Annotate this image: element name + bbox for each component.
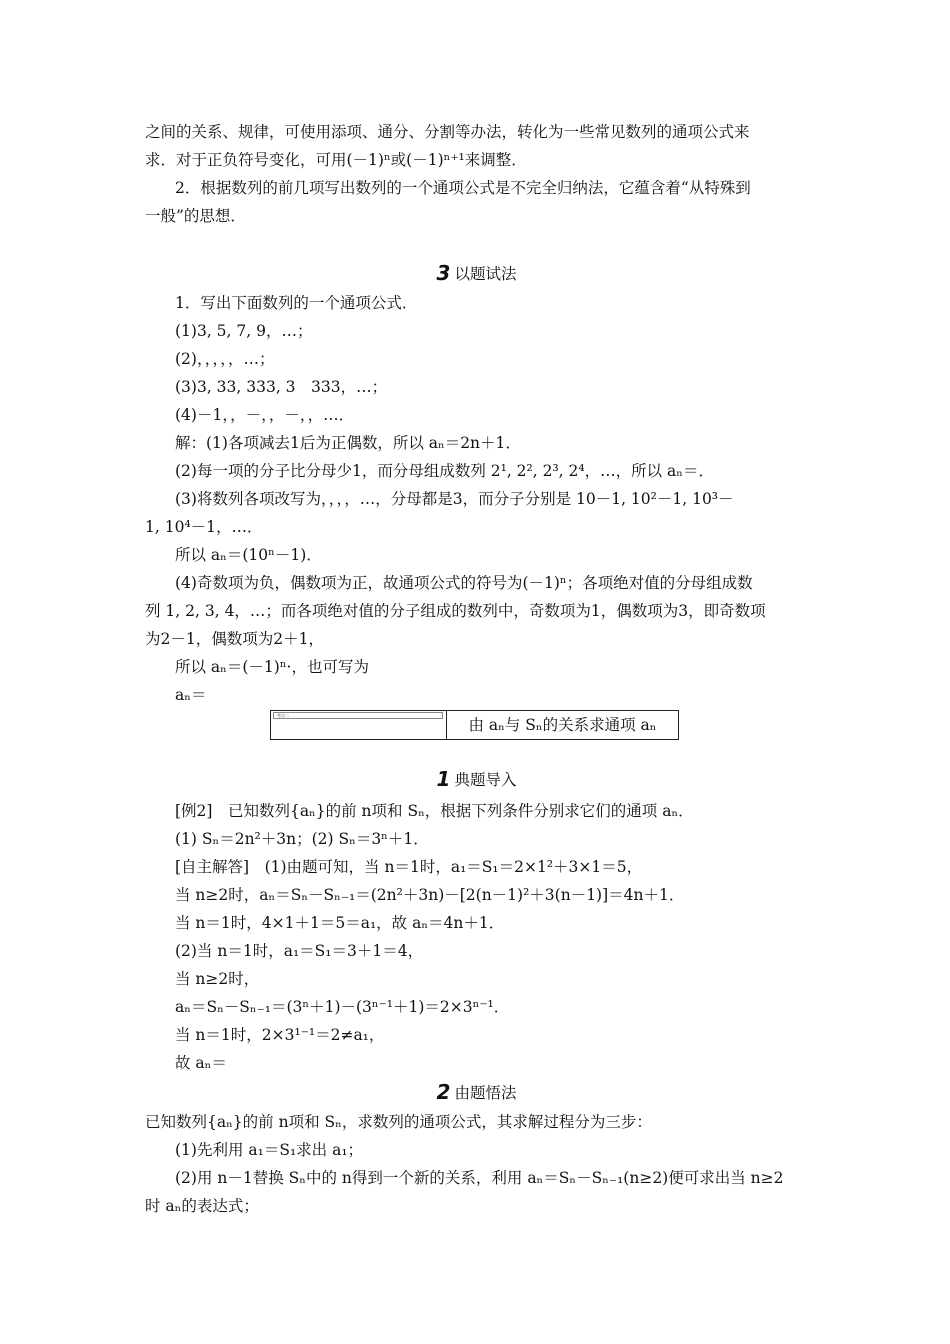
section-heading-method	[0, 1081, 950, 1105]
practice-line: 为2－1，偶数项为2＋1，	[145, 630, 324, 648]
practice-line: (4)奇数项为负，偶数项为正，故通项公式的符号为(－1)ⁿ；各项绝对值的分母组成数	[175, 574, 753, 592]
section-title: 由题悟法	[454, 1084, 517, 1102]
intro-line-4: 一般”的思想．	[145, 207, 246, 225]
practice-line: 1, 10⁴－1，…．	[145, 518, 263, 536]
practice-line: 1．写出下面数列的一个通项公式．	[175, 294, 418, 312]
practice-line: (3)将数列各项改写为，，，，…，分母都是3，而分子分别是 10－1, 10²－1, 10³－	[175, 490, 734, 508]
practice-line: 所以 aₙ＝(10ⁿ－1)．	[175, 546, 322, 564]
practice-line: 解：(1)各项减去1后为正偶数，所以 aₙ＝2n＋1．	[175, 434, 521, 452]
practice-line: 列 1, 2, 3, 4，…；而各项绝对值的分子组成的数列中，奇数项为1，偶数项为3，即奇数项	[145, 602, 766, 620]
method-line: (2)用 n－1替换 Sₙ中的 n得到一个新的关系，利用 aₙ＝Sₙ－Sₙ₋₁(n≥2)便可求出当 n≥2	[175, 1169, 784, 1187]
example-line: 故 aₙ＝	[175, 1054, 227, 1072]
practice-line: (3)3, 33, 333, 3 333，…；	[175, 378, 388, 396]
intro-line-3: 2．根据数列的前几项写出数列的一个通项公式是不完全归纳法，它蕴含着“从特殊到	[175, 179, 751, 197]
practice-line: (4)－1，，－，，－，，…．	[175, 406, 355, 424]
topic-box-left-cell	[271, 711, 447, 739]
example-line: [例2] 已知数列{aₙ}的前 n项和 Sₙ，根据下列条件分别求它们的通项 aₙ．	[175, 802, 694, 820]
section-title: 以题试法	[454, 265, 517, 283]
example-line: aₙ＝Sₙ－Sₙ₋₁＝(3ⁿ＋1)－(3ⁿ⁻¹＋1)＝2×3ⁿ⁻¹．	[175, 998, 510, 1016]
practice-line: aₙ＝	[175, 686, 207, 704]
section-number-badge: 3	[434, 263, 454, 285]
topic-box	[270, 710, 679, 740]
method-line: 时 aₙ的表达式；	[145, 1197, 259, 1215]
section-title: 典题导入	[454, 771, 517, 789]
practice-line: 所以 aₙ＝(－1)ⁿ·，也可写为	[175, 658, 369, 676]
method-line: (1)先利用 a₁＝S₁求出 a₁；	[175, 1141, 364, 1159]
example-line: 当 n＝1时，2×3¹⁻¹＝2≠a₁，	[175, 1026, 385, 1044]
example-line: 当 n＝1时，4×1＋1＝5＝a₁，故 aₙ＝4n＋1．	[175, 914, 505, 932]
practice-line: (2)，，，，，…；	[175, 350, 275, 368]
example-line: (2)当 n＝1时，a₁＝S₁＝3＋1＝4，	[175, 942, 424, 960]
intro-line-2: 求．对于正负符号变化，可用(－1)ⁿ或(－1)ⁿ⁺¹来调整．	[145, 151, 527, 169]
example-line: 当 n≥2时，	[175, 970, 260, 988]
practice-line: (2)每一项的分子比分母少1，而分母组成数列 2¹, 2², 2³, 2⁴，…，所以 aₙ＝．	[175, 462, 714, 480]
example-line: 当 n≥2时，aₙ＝Sₙ－Sₙ₋₁＝(2n²＋3n)－[2(n－1)²＋3(n－1)]＝4n＋1．	[175, 886, 685, 904]
example-line: [自主解答] (1)由题可知，当 n＝1时，a₁＝S₁＝2×1²＋3×1＝5，	[175, 858, 643, 876]
topic-tab-label: 考点二	[273, 712, 443, 719]
example-line: (1) Sₙ＝2n²＋3n；(2) Sₙ＝3ⁿ＋1．	[175, 830, 429, 848]
section-number-badge: 1	[434, 769, 454, 791]
section-heading-practice	[0, 262, 950, 286]
section-number-badge: 2	[434, 1082, 454, 1104]
intro-line-1: 之间的关系、规律，可使用添项、通分、分割等办法，转化为一些常见数列的通项公式来	[145, 123, 750, 141]
method-line: 已知数列{aₙ}的前 n项和 Sₙ，求数列的通项公式，其求解过程分为三步：	[145, 1113, 652, 1131]
section-heading-intro	[0, 768, 950, 792]
practice-line: (1)3, 5, 7, 9，…；	[175, 322, 313, 340]
topic-box-title: 由 aₙ与 Sₙ的关系求通项 aₙ	[468, 716, 657, 734]
